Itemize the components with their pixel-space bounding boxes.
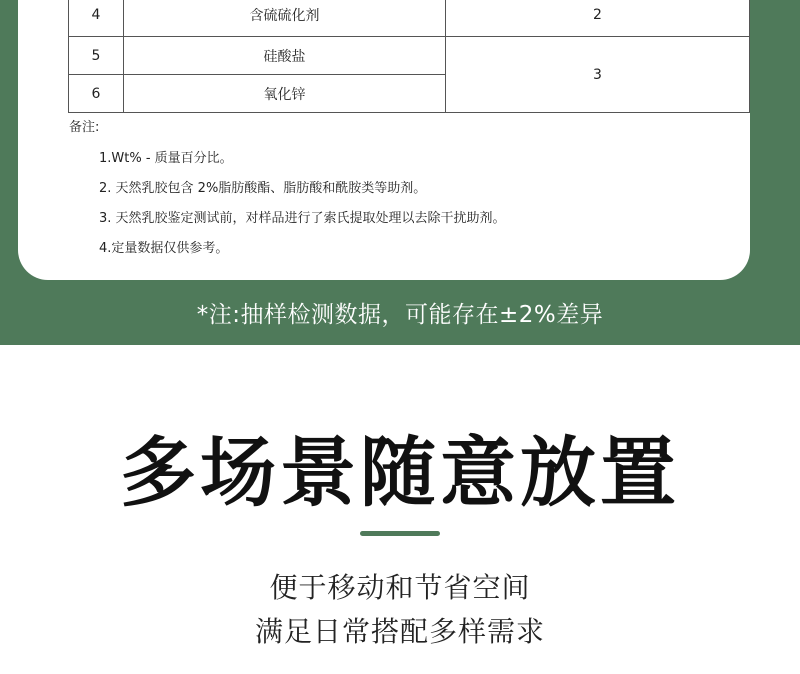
notes-section [69, 116, 506, 269]
section-heading: 多场景随意放置 [120, 428, 680, 517]
table-row [69, 37, 750, 75]
component-name: 含硫硫化剂 [124, 0, 446, 37]
row-number: 6 [69, 75, 124, 113]
heading-divider [360, 531, 440, 536]
section-subtitle-line-1: 便于移动和节省空间 [269, 571, 531, 604]
note-item: 2. 天然乳胶包含 2%脂肪酸酯、脂肪酸和酰胺类等助剂。 [99, 181, 427, 196]
component-name: 硅酸盐 [124, 37, 446, 75]
section-subtitle-line-2: 满足日常搭配多样需求 [254, 615, 545, 648]
sampling-disclaimer: *注:抽样检测数据，可能存在±2%差异 [196, 302, 604, 328]
notes-title: 备注: [69, 120, 100, 135]
note-item: 3. 天然乳胶鉴定测试前，对样品进行了索氏提取处理以去除干扰助剂。 [99, 211, 506, 226]
row-number: 4 [69, 0, 124, 37]
component-value: 2 [446, 0, 750, 37]
row-number: 5 [69, 37, 124, 75]
note-item: 4.定量数据仅供参考。 [99, 241, 229, 256]
table-row [69, 0, 750, 37]
note-item: 1.Wt% - 质量百分比。 [99, 151, 233, 166]
composition-table [68, 0, 750, 113]
component-value: 3 [446, 37, 750, 113]
component-name: 氧化锌 [124, 75, 446, 113]
